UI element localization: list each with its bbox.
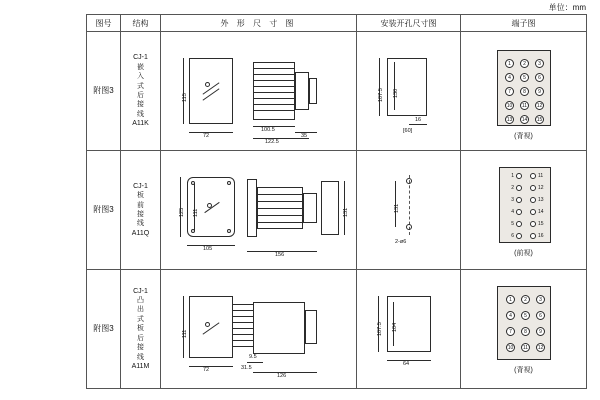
terminal-drawing-3 [461, 270, 586, 388]
terminal-caption-3: (背视) [514, 367, 533, 374]
fin-lines [253, 62, 295, 120]
cell-outline-3 [161, 270, 357, 389]
cell-outline-1 [161, 32, 357, 151]
table-row [87, 270, 587, 389]
rear-view [321, 181, 339, 235]
structure-1: CJ-1 嵌 入 式 后 接 线 A11K [132, 54, 149, 128]
drawing-no-3: 附图3 [93, 324, 114, 334]
fin-lines [257, 187, 303, 229]
terminal-panel: 1 11 2 12 3 13 4 14 5 15 6 16 [499, 167, 551, 243]
dim-line [189, 132, 233, 133]
drawing-no-1: 附图3 [93, 86, 114, 96]
side-flange [247, 179, 257, 237]
terminal-caption-1: (背视) [514, 133, 533, 140]
dim-line [409, 124, 427, 125]
cell-structure-2 [121, 151, 161, 270]
table-row [87, 32, 587, 151]
spec-table [86, 14, 587, 389]
cell-drawing-no-1 [87, 32, 121, 151]
side-view-terminal-block [295, 72, 309, 110]
unit-note: 单位：mm [548, 3, 586, 12]
dim-line [183, 58, 184, 124]
dim-100-5: 100.5 [261, 127, 275, 133]
header-hole: 安装开孔尺寸图 [357, 15, 461, 32]
dim-105: 105 [203, 246, 213, 252]
drawing-no-2: 附图3 [93, 205, 114, 215]
structure-3: CJ-1 凸 出 式 板 后 接 线 A11M [131, 287, 150, 371]
hole-drawing-2 [357, 151, 460, 269]
cell-structure-3 [121, 270, 161, 389]
dim-line [183, 296, 184, 358]
dim-111: 111 [193, 208, 199, 217]
dim-72: 72 [203, 133, 210, 139]
side-view-terminal-block [305, 310, 317, 344]
detail-circle [207, 203, 212, 208]
cell-hole-3 [357, 270, 461, 389]
dim-16: 16 [415, 117, 422, 123]
hole-drawing-3 [357, 270, 460, 388]
dim-126: 126 [277, 373, 287, 379]
hole-circle [406, 178, 412, 184]
dim-line [194, 183, 195, 231]
side-view-body [253, 302, 305, 354]
cell-hole-1 [357, 32, 461, 151]
dim-104: 104 [392, 322, 398, 332]
terminal-panel: 1 2 3 4 5 6 7 8 9 10 11 12 [497, 286, 551, 360]
dim-107-5: 107.5 [378, 88, 384, 102]
outline-drawing-2 [161, 151, 356, 269]
dim-2-d6: 2-ø6 [395, 239, 407, 245]
dim-107-5: 107.5 [377, 322, 383, 336]
table-row [87, 151, 587, 270]
cell-drawing-no-2 [87, 151, 121, 270]
fin-lines [233, 300, 253, 356]
dim-131: 131 [343, 207, 349, 217]
dim-line [394, 62, 395, 110]
detail-circle [205, 322, 210, 327]
dim-72: 72 [203, 367, 210, 373]
header-terminal: 端子图 [461, 15, 587, 32]
header-structure: 结构 [121, 15, 161, 32]
mount-hole [227, 229, 231, 233]
header-drawing-no: 图号 [87, 15, 121, 32]
cell-structure-1 [121, 32, 161, 151]
dim-64: 64 [403, 361, 410, 367]
hole-drawing-1 [357, 32, 460, 150]
detail-circle [205, 82, 210, 87]
dim-35: 35 [301, 133, 308, 139]
dim-111: 111 [182, 329, 188, 338]
cell-drawing-no-3 [87, 270, 121, 389]
hole-outline [387, 58, 427, 116]
outline-drawing-3 [161, 270, 356, 388]
cell-terminal-2 [461, 151, 587, 270]
hole-circle [406, 224, 412, 230]
terminal-drawing-2 [461, 151, 586, 269]
terminal-drawing-1 [461, 32, 586, 150]
dim-130: 130 [393, 88, 399, 98]
mount-hole [227, 181, 231, 185]
dim-115: 115 [182, 93, 188, 102]
side-view-tail [309, 78, 317, 104]
side-terminal-block [303, 193, 317, 223]
terminal-panel: 1 2 3 4 5 6 7 8 9 10 11 12 13 14 15 [497, 50, 551, 126]
header-outline: 外 形 尺 寸 图 [161, 15, 357, 32]
dim-122-5: 122.5 [265, 139, 279, 145]
dim-125: 125 [179, 207, 185, 217]
cell-hole-2 [357, 151, 461, 270]
structure-2: CJ-1 板 前 接 线 A11Q [131, 182, 150, 237]
dim-131: 131 [394, 203, 400, 213]
dim-line [379, 58, 380, 116]
dim-60: [60] [403, 128, 413, 134]
front-view-body [189, 58, 233, 124]
dim-line [189, 366, 233, 367]
cell-terminal-1 [461, 32, 587, 151]
cell-terminal-3 [461, 270, 587, 389]
table-header-row [87, 15, 587, 32]
cell-outline-2 [161, 151, 357, 270]
terminal-caption-2: (前视) [514, 250, 533, 257]
dim-31-5: 31.5 [241, 365, 252, 371]
outline-drawing-1 [161, 32, 356, 150]
dim-9-5: 9.5 [249, 354, 257, 360]
dim-156: 156 [275, 252, 285, 258]
dim-line [247, 362, 263, 363]
